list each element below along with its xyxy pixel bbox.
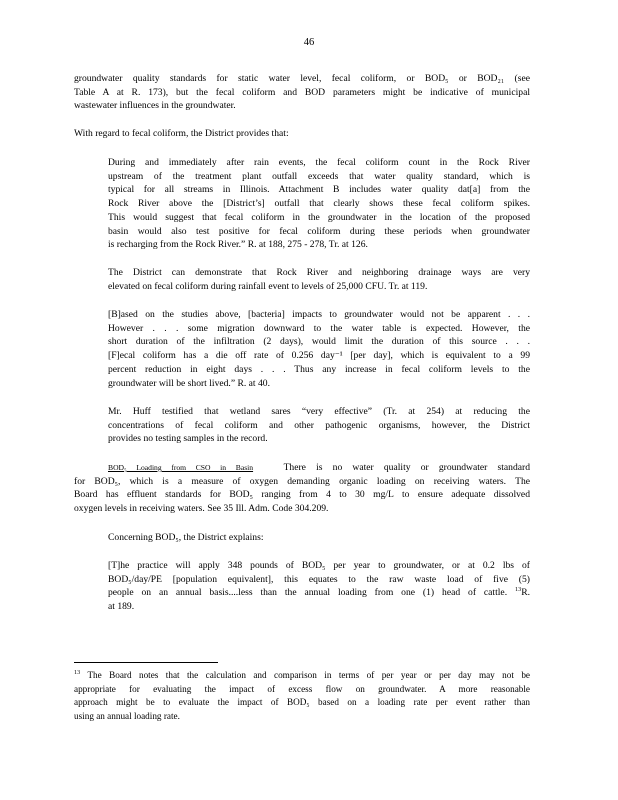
footnote-rule [74,662,218,663]
text-line [108,586,530,600]
text-line: However . . . some migration downward to the water table is expected. However, the [108,322,530,334]
text-run: There is no water quality or groundwater standard [283,462,531,473]
text-line: elevated on fecal coliform during rainfall event to levels of 25,000 CFU. Tr. at 119. [108,280,428,292]
text-line: During and immediately after rain events, the fecal coliform count in the Rock River [108,157,530,168]
paragraph-bod-loading [74,461,530,516]
paragraph-fecal-coliform-intro [74,127,530,141]
text-line: appropriate for evaluating the impact of excess flow on groundwater. A more reasonable [74,683,530,694]
text-line: This would suggest that fecal coliform in the groundwater in the location of the proposed [108,211,530,223]
text-line: groundwater will be short lived.” R. at 40. [108,377,270,389]
text-line: oxygen levels in receiving waters. See 35 Ill. Adm. Code 304.209. [74,503,329,515]
text-line: upstream of the treatment plant outfall exceeds that water quality standard, which is [108,170,530,182]
block-quote-bod-practice [108,559,530,614]
text-line: [T]he practice will apply 348 pounds of BOD₅ per year to groundwater, or at 0.2 lbs of [108,560,530,571]
text-line [74,461,530,475]
block-quote-rain-events [108,156,530,252]
text-line: Board has effluent standards for BOD₅ ranging from 4 to 30 mg/L to ensure adequate dissolved [74,489,530,501]
text-line: provides no testing samples in the record. [108,433,268,445]
text-line [74,669,530,683]
block-quote-huff-testimony [108,405,530,446]
footnote-number: 13 [74,668,81,676]
text-line: for BOD₅, which is a measure of oxygen demanding organic loading on receiving waters. The [74,475,530,487]
text-line: using an annual loading rate. [74,710,180,721]
text-line: [F]ecal coliform has a die off rate of 0.256 day⁻¹ [per day], which is equivalent to a 99 [108,350,530,362]
block-quote-rock-river [108,266,530,293]
text-line: approach might be to evaluate the impact of BOD₅ based on a loading rate per event rather than [74,697,530,708]
text-line: typical for all streams in Illinois. Attachment B includes water quality dat[a] from the [108,184,530,196]
text-run: people on an annual basis....less than the annual loading from one (1) head of cattle. [108,587,508,599]
text-line: basin would also test positive for fecal coliform during these periods when groundwater [108,225,530,237]
text-line: [B]ased on the studies above, [bacteria] impacts to groundwater would not be apparent . . . [108,309,530,320]
text-line: Mr. Huff testified that wetland sares “very effective” (Tr. at 254) at reducing the [108,406,530,417]
page-number: 46 [303,37,315,48]
text-line: Table A at R. 173), but the fecal coliform and BOD parameters might be indicative of municipal [74,86,530,98]
text-line: wastewater influences in the groundwater. [74,100,236,112]
text-line: Concerning BOD₅, the District explains: [108,532,264,543]
text-line: at 189. [108,601,135,613]
text-line: groundwater quality standards for static water level, fecal coliform, or BOD₅ or BOD₂₁ (see [74,73,530,84]
paragraph-bod-intro [108,531,530,545]
text-line: is recharging from the Rock River.” R. at 188, 275 - 278, Tr. at 126. [108,239,368,251]
text-line: Rock River above the [District’s] outfall that clearly shows these fecal coliform spikes. [108,198,530,210]
section-heading-bod-loading: BOD₅ Loading from CSO in Basin [108,463,254,472]
text-line: BOD₅/day/PE [population equivalent], this equates to the raw waste load of five (5) [108,573,530,585]
text-line: With regard to fecal coliform, the District provides that: [74,128,289,139]
paragraph-groundwater-standards [74,72,530,113]
text-run: The Board notes that the calculation and comparison in terms of per year or per day may not be [87,670,530,680]
text-line: percent reduction in eight days . . . Thus any increase in fecal coliform levels to the [108,363,530,375]
text-line: The District can demonstrate that Rock River and neighboring drainage ways are very [108,267,530,278]
block-quote-bacteria-impacts [108,308,530,390]
text-line: short duration of the infiltration (2 days), would limit the duration of this source . . . [108,336,530,348]
footnote-13 [74,669,530,723]
text-line: concentrations of fecal coliform and other pathogenic organisms, however, the District [108,419,530,431]
footnote-reference: 13 [515,586,522,594]
text-run: R. [521,587,530,599]
